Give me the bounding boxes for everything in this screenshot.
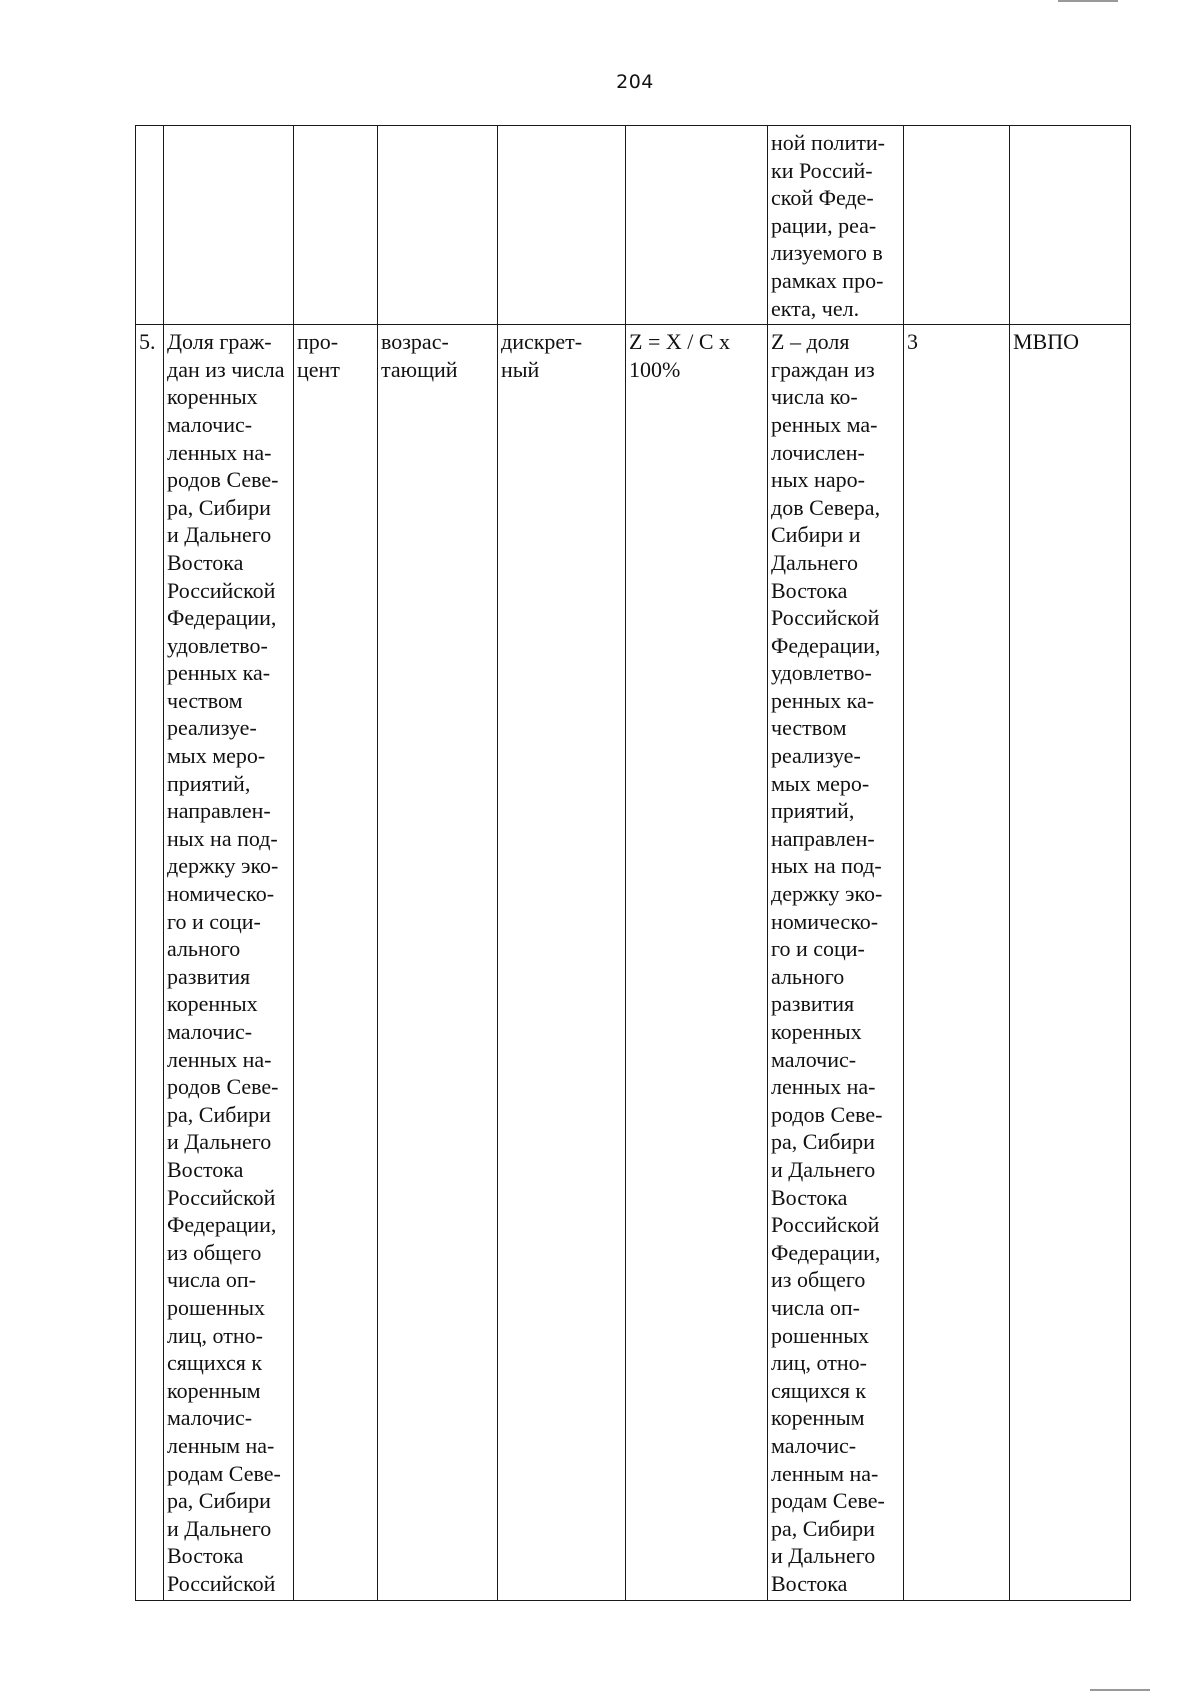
page-number: 204	[616, 71, 654, 93]
table-row-continuation	[136, 126, 1131, 325]
scan-mark	[1058, 0, 1118, 2]
cell-trend	[378, 126, 498, 325]
cell-responsible	[1010, 126, 1131, 325]
cell-unit: про- цент	[294, 325, 378, 1601]
cell-number: 5.	[136, 325, 164, 1601]
cell-number	[136, 126, 164, 325]
cell-method: 3	[904, 325, 1010, 1601]
cell-unit	[294, 126, 378, 325]
cell-formula	[626, 126, 768, 325]
cell-type: дискрет- ный	[498, 325, 626, 1601]
cell-method	[904, 126, 1010, 325]
cell-trend: возрас- тающий	[378, 325, 498, 1601]
cell-formula-description: Z – доля граждан из числа ко- ренных ма- лочислен- ных наро- дов Севера, Сибири и Дальнего Востока Российской Федерации, удовлетво- ренных ка- чеством реализуе- мых меро- приятий, направлен- ных на под- держку эко- номическо- го и соци- ального развития коренных малочис- ленных на- родов Севе- ра, Сибири и Дальнего Востока Российской Федерации, из общего числа оп- рошенных лиц, отно- сящихся к коренным малочис- ленным на- родам Севе- ра, Сибири и Дальнего Востока	[768, 325, 904, 1601]
cell-responsible: МВПО	[1010, 325, 1131, 1601]
cell-indicator-name: Доля граж- дан из числа коренных малочис- ленных на- родов Севе- ра, Сибири и Дальнего Востока Российской Федерации, удовлетво- ренных ка- чеством реализуе- мых меро- приятий, направлен- ных на под- держку эко- номическо- го и соци- ального развития коренных малочис- ленных на- родов Севе- ра, Сибири и Дальнего Востока Российской Федерации, из общего числа оп- рошенных лиц, отно- сящихся к коренным малочис- ленным на- родам Севе- ра, Сибири и Дальнего Востока Российской	[164, 325, 294, 1601]
scan-mark	[1090, 1689, 1150, 1691]
cell-type	[498, 126, 626, 325]
cell-indicator-name	[164, 126, 294, 325]
cell-formula: Z = X / C x 100%	[626, 325, 768, 1601]
cell-formula-description: ной полити- ки Россий- ской Феде- рации, реа- лизуемого в рамках про- екта, чел.	[768, 126, 904, 325]
indicator-table	[135, 125, 1131, 1601]
table-row-5	[136, 325, 1131, 1601]
